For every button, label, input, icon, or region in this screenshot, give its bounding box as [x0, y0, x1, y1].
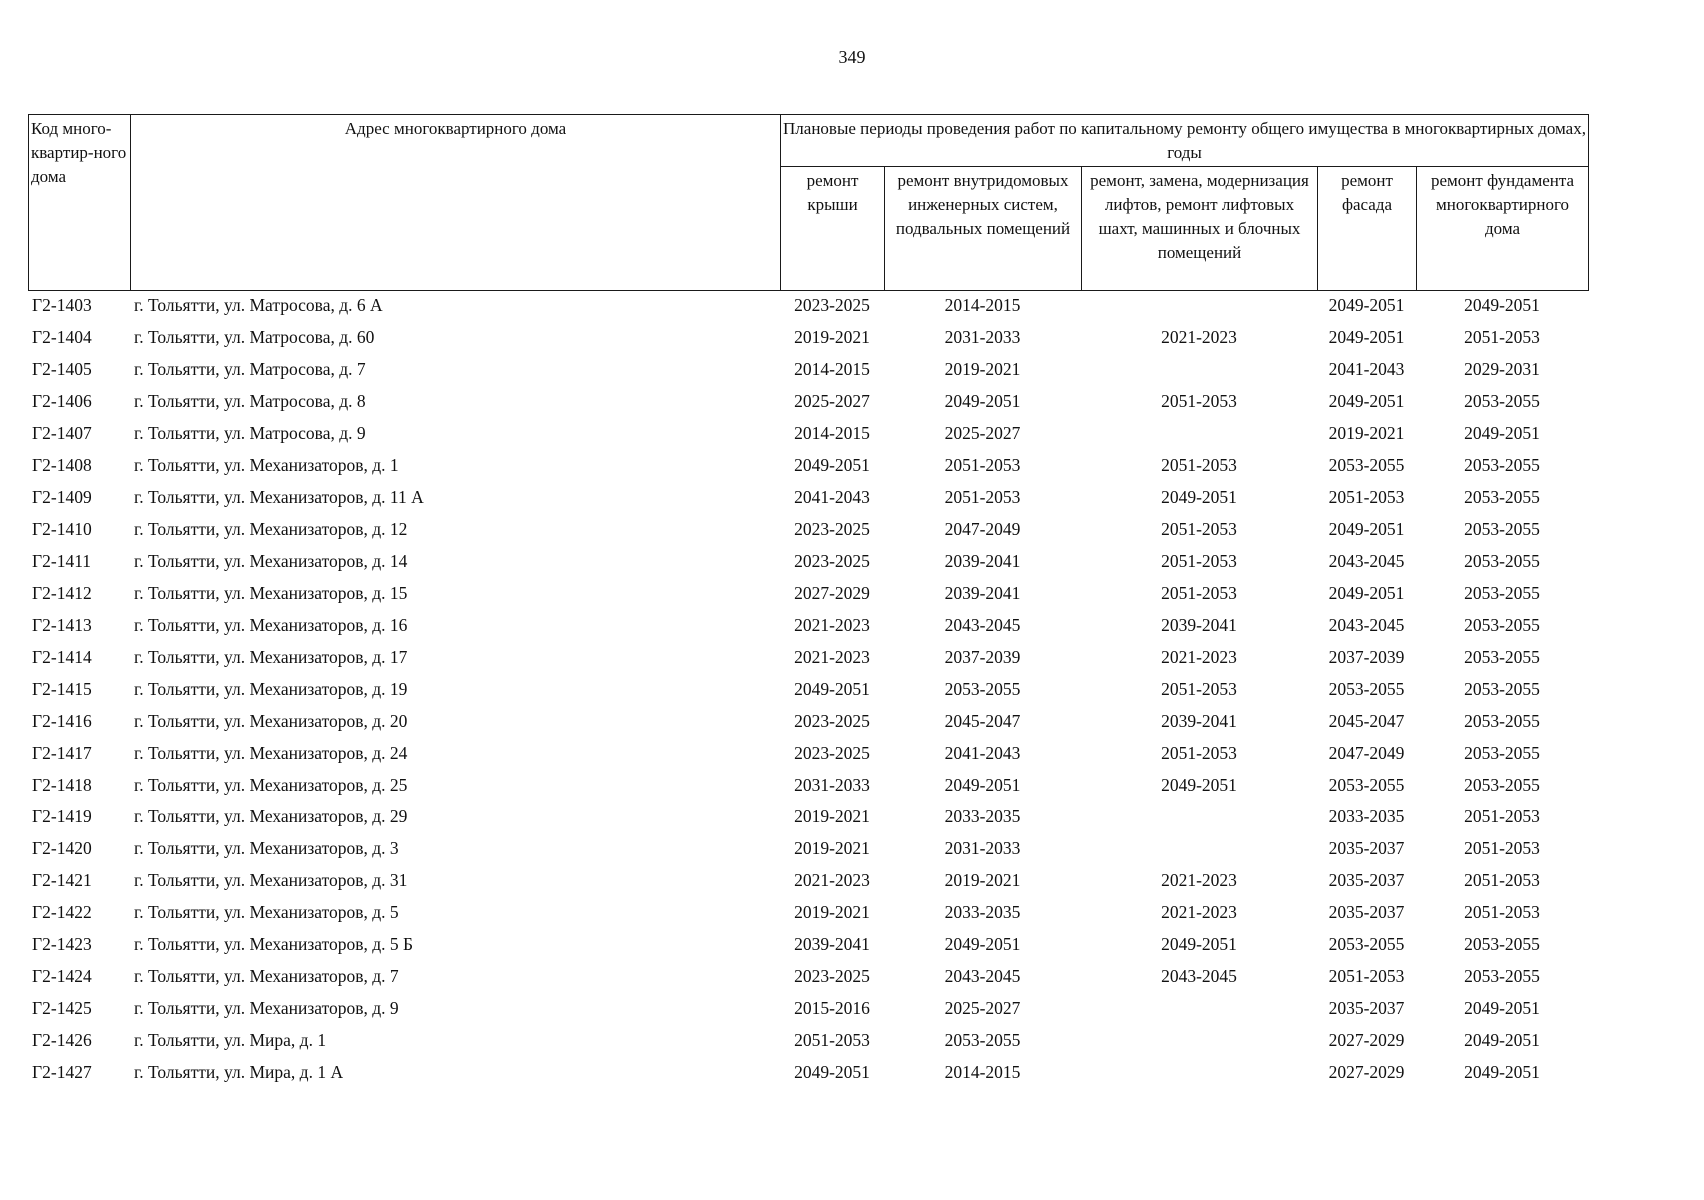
- row-roof: 2025-2027: [794, 391, 870, 412]
- row-roof: 2039-2041: [794, 934, 870, 955]
- row-address: г. Тольятти, ул. Механизаторов, д. 5 Б: [134, 934, 414, 955]
- table-row: [28, 993, 1588, 1025]
- header-facade: ремонт фасада: [1318, 167, 1417, 291]
- row-facade: 2033-2035: [1328, 806, 1405, 827]
- row-engineering: 2043-2045: [944, 966, 1021, 987]
- row-engineering: 2041-2043: [944, 742, 1021, 763]
- row-code: Г2-1408: [32, 455, 92, 476]
- row-facade: 2019-2021: [1328, 423, 1405, 444]
- row-lifts: 2051-2053: [1161, 455, 1237, 476]
- row-facade: 2053-2055: [1328, 934, 1405, 955]
- row-code: Г2-1421: [32, 870, 92, 891]
- row-roof: 2019-2021: [794, 902, 870, 923]
- table-body: [28, 290, 1588, 1088]
- row-code: Г2-1411: [32, 550, 92, 571]
- row-code: Г2-1415: [32, 678, 92, 699]
- row-roof: 2023-2025: [794, 550, 870, 571]
- row-code: Г2-1412: [32, 582, 92, 603]
- row-address: г. Тольятти, ул. Механизаторов, д. 17: [134, 646, 408, 667]
- row-address: г. Тольятти, ул. Матросова, д. 8: [134, 391, 366, 412]
- row-engineering: 2047-2049: [944, 519, 1021, 540]
- table-row: [28, 514, 1588, 546]
- row-code: Г2-1426: [32, 1030, 92, 1051]
- table-row: [28, 641, 1588, 673]
- row-facade: 2049-2051: [1328, 519, 1405, 540]
- header-periods: Плановые периоды проведения работ по капитальному ремонту общего имущества в многоквартирных домах, годы: [781, 115, 1589, 167]
- row-foundation: 2053-2055: [1464, 742, 1540, 763]
- table-row: [28, 1025, 1588, 1057]
- row-foundation: 2053-2055: [1464, 774, 1540, 795]
- row-engineering: 2014-2015: [944, 295, 1021, 316]
- row-foundation: 2051-2053: [1464, 327, 1540, 348]
- row-engineering: 2019-2021: [944, 870, 1021, 891]
- row-engineering: 2014-2015: [944, 1061, 1021, 1082]
- row-foundation: 2053-2055: [1464, 934, 1540, 955]
- row-foundation: 2049-2051: [1464, 295, 1540, 316]
- row-engineering: 2031-2033: [944, 327, 1021, 348]
- row-address: г. Тольятти, ул. Механизаторов, д. 7: [134, 966, 399, 987]
- row-code: Г2-1424: [32, 966, 92, 987]
- row-facade: 2035-2037: [1328, 870, 1405, 891]
- row-engineering: 2037-2039: [944, 646, 1021, 667]
- row-engineering: 2025-2027: [944, 998, 1021, 1019]
- row-lifts: 2039-2041: [1161, 614, 1237, 635]
- row-facade: 2051-2053: [1328, 966, 1405, 987]
- row-roof: 2021-2023: [794, 614, 870, 635]
- row-facade: 2043-2045: [1328, 550, 1405, 571]
- row-address: г. Тольятти, ул. Мира, д. 1 А: [134, 1061, 344, 1082]
- page-number: 349: [838, 47, 866, 67]
- row-facade: 2043-2045: [1328, 614, 1405, 635]
- row-lifts: 2051-2053: [1161, 742, 1237, 763]
- row-lifts: 2039-2041: [1161, 710, 1237, 731]
- row-lifts: 2049-2051: [1161, 487, 1237, 508]
- row-foundation: 2051-2053: [1464, 838, 1540, 859]
- row-engineering: 2043-2045: [944, 614, 1021, 635]
- table-row: [28, 386, 1588, 418]
- row-address: г. Тольятти, ул. Механизаторов, д. 9: [134, 998, 399, 1019]
- row-foundation: 2053-2055: [1464, 455, 1540, 476]
- row-code: Г2-1403: [32, 295, 92, 316]
- row-code: Г2-1418: [32, 774, 92, 795]
- row-code: Г2-1409: [32, 487, 92, 508]
- row-foundation: 2051-2053: [1464, 902, 1540, 923]
- row-foundation: 2051-2053: [1464, 870, 1540, 891]
- row-facade: 2049-2051: [1328, 295, 1405, 316]
- row-address: г. Тольятти, ул. Механизаторов, д. 15: [134, 582, 408, 603]
- row-address: г. Тольятти, ул. Механизаторов, д. 14: [134, 550, 408, 571]
- table-header: [28, 114, 1589, 291]
- row-roof: 2049-2051: [794, 455, 870, 476]
- row-address: г. Тольятти, ул. Механизаторов, д. 24: [134, 742, 408, 763]
- row-code: Г2-1425: [32, 998, 92, 1019]
- row-roof: 2023-2025: [794, 966, 870, 987]
- row-facade: 2035-2037: [1328, 998, 1405, 1019]
- header-code: Код много-квартир-ного дома: [29, 115, 131, 291]
- row-address: г. Тольятти, ул. Механизаторов, д. 31: [134, 870, 408, 891]
- row-facade: 2045-2047: [1328, 710, 1405, 731]
- row-lifts: 2051-2053: [1161, 582, 1237, 603]
- row-facade: 2051-2053: [1328, 487, 1405, 508]
- row-address: г. Тольятти, ул. Механизаторов, д. 20: [134, 710, 408, 731]
- table-row: [28, 705, 1588, 737]
- row-code: Г2-1416: [32, 710, 92, 731]
- table-row: [28, 546, 1588, 578]
- row-engineering: 2025-2027: [944, 423, 1021, 444]
- row-foundation: 2053-2055: [1464, 487, 1540, 508]
- row-foundation: 2049-2051: [1464, 998, 1540, 1019]
- header-lifts: ремонт, замена, модернизация лифтов, ремонт лифтовых шахт, машинных и блочных помещений: [1082, 167, 1318, 291]
- row-address: г. Тольятти, ул. Матросова, д. 60: [134, 327, 375, 348]
- row-lifts: 2021-2023: [1161, 870, 1237, 891]
- row-foundation: 2049-2051: [1464, 1061, 1540, 1082]
- row-lifts: 2051-2053: [1161, 519, 1237, 540]
- row-address: г. Тольятти, ул. Механизаторов, д. 29: [134, 806, 408, 827]
- table-row: [28, 673, 1588, 705]
- row-facade: 2035-2037: [1328, 838, 1405, 859]
- row-facade: 2049-2051: [1328, 391, 1405, 412]
- row-roof: 2051-2053: [794, 1030, 870, 1051]
- row-lifts: 2043-2045: [1161, 966, 1237, 987]
- row-roof: 2049-2051: [794, 1061, 870, 1082]
- row-foundation: 2053-2055: [1464, 966, 1540, 987]
- row-roof: 2027-2029: [794, 582, 870, 603]
- row-foundation: 2053-2055: [1464, 646, 1540, 667]
- header-engineering: ремонт внутридомовых инженерных систем, подвальных помещений: [885, 167, 1082, 291]
- table-row: [28, 897, 1588, 929]
- row-foundation: 2053-2055: [1464, 519, 1540, 540]
- row-roof: 2019-2021: [794, 806, 870, 827]
- row-code: Г2-1413: [32, 614, 92, 635]
- row-code: Г2-1414: [32, 646, 92, 667]
- row-foundation: 2049-2051: [1464, 1030, 1540, 1051]
- row-address: г. Тольятти, ул. Механизаторов, д. 3: [134, 838, 399, 859]
- row-engineering: 2039-2041: [944, 550, 1021, 571]
- table-row: [28, 482, 1588, 514]
- row-foundation: 2053-2055: [1464, 614, 1540, 635]
- table-row: [28, 737, 1588, 769]
- row-foundation: 2029-2031: [1464, 359, 1540, 380]
- row-facade: 2037-2039: [1328, 646, 1405, 667]
- table-row: [28, 609, 1588, 641]
- row-engineering: 2019-2021: [944, 359, 1021, 380]
- row-engineering: 2031-2033: [944, 838, 1021, 859]
- row-roof: 2041-2043: [794, 487, 870, 508]
- row-engineering: 2033-2035: [944, 902, 1021, 923]
- row-facade: 2053-2055: [1328, 678, 1405, 699]
- row-code: Г2-1419: [32, 806, 92, 827]
- table-row: [28, 418, 1588, 450]
- row-address: г. Тольятти, ул. Матросова, д. 7: [134, 359, 366, 380]
- row-engineering: 2051-2053: [944, 455, 1021, 476]
- row-roof: 2023-2025: [794, 519, 870, 540]
- row-facade: 2027-2029: [1328, 1061, 1405, 1082]
- row-foundation: 2053-2055: [1464, 710, 1540, 731]
- row-address: г. Тольятти, ул. Мира, д. 1: [134, 1030, 327, 1051]
- row-foundation: 2053-2055: [1464, 582, 1540, 603]
- row-engineering: 2049-2051: [944, 391, 1021, 412]
- row-lifts: 2021-2023: [1161, 902, 1237, 923]
- row-lifts: 2021-2023: [1161, 327, 1237, 348]
- row-address: г. Тольятти, ул. Механизаторов, д. 25: [134, 774, 408, 795]
- row-code: Г2-1404: [32, 327, 92, 348]
- row-roof: 2019-2021: [794, 838, 870, 859]
- row-roof: 2023-2025: [794, 295, 870, 316]
- row-lifts: 2051-2053: [1161, 678, 1237, 699]
- row-lifts: 2051-2053: [1161, 550, 1237, 571]
- row-code: Г2-1427: [32, 1061, 92, 1082]
- row-address: г. Тольятти, ул. Механизаторов, д. 5: [134, 902, 399, 923]
- table-row: [28, 322, 1588, 354]
- row-code: Г2-1417: [32, 742, 92, 763]
- row-lifts: 2049-2051: [1161, 774, 1237, 795]
- table-row: [28, 769, 1588, 801]
- row-roof: 2015-2016: [794, 998, 870, 1019]
- table-row: [28, 801, 1588, 833]
- row-engineering: 2045-2047: [944, 710, 1021, 731]
- row-address: г. Тольятти, ул. Матросова, д. 9: [134, 423, 366, 444]
- row-engineering: 2039-2041: [944, 582, 1021, 603]
- row-address: г. Тольятти, ул. Механизаторов, д. 11 А: [134, 487, 424, 508]
- row-lifts: 2021-2023: [1161, 646, 1237, 667]
- table-row: [28, 961, 1588, 993]
- row-code: Г2-1405: [32, 359, 92, 380]
- row-engineering: 2049-2051: [944, 774, 1021, 795]
- row-lifts: 2049-2051: [1161, 934, 1237, 955]
- row-roof: 2014-2015: [794, 423, 870, 444]
- table-row: [28, 450, 1588, 482]
- row-foundation: 2053-2055: [1464, 550, 1540, 571]
- row-address: г. Тольятти, ул. Механизаторов, д. 16: [134, 614, 408, 635]
- header-roof: ремонт крыши: [781, 167, 885, 291]
- row-foundation: 2053-2055: [1464, 391, 1540, 412]
- table-row: [28, 354, 1588, 386]
- row-facade: 2049-2051: [1328, 327, 1405, 348]
- row-code: Г2-1423: [32, 934, 92, 955]
- table-row: [28, 577, 1588, 609]
- row-facade: 2027-2029: [1328, 1030, 1405, 1051]
- row-engineering: 2033-2035: [944, 806, 1021, 827]
- row-address: г. Тольятти, ул. Матросова, д. 6 А: [134, 295, 383, 316]
- table-row: [28, 290, 1588, 322]
- table-row: [28, 929, 1588, 961]
- row-lifts: 2051-2053: [1161, 391, 1237, 412]
- row-facade: 2041-2043: [1328, 359, 1405, 380]
- row-roof: 2021-2023: [794, 870, 870, 891]
- table-row: [28, 833, 1588, 865]
- row-roof: 2019-2021: [794, 327, 870, 348]
- row-foundation: 2049-2051: [1464, 423, 1540, 444]
- header-foundation: ремонт фундамента многоквартирного дома: [1417, 167, 1589, 291]
- table-row: [28, 1057, 1588, 1089]
- row-roof: 2031-2033: [794, 774, 870, 795]
- row-facade: 2053-2055: [1328, 774, 1405, 795]
- row-code: Г2-1422: [32, 902, 92, 923]
- row-code: Г2-1406: [32, 391, 92, 412]
- row-code: Г2-1420: [32, 838, 92, 859]
- table-row: [28, 865, 1588, 897]
- row-engineering: 2051-2053: [944, 487, 1021, 508]
- row-foundation: 2053-2055: [1464, 678, 1540, 699]
- row-engineering: 2049-2051: [944, 934, 1021, 955]
- row-code: Г2-1410: [32, 519, 92, 540]
- row-engineering: 2053-2055: [944, 678, 1021, 699]
- row-address: г. Тольятти, ул. Механизаторов, д. 12: [134, 519, 408, 540]
- row-foundation: 2051-2053: [1464, 806, 1540, 827]
- row-roof: 2049-2051: [794, 678, 870, 699]
- row-address: г. Тольятти, ул. Механизаторов, д. 1: [134, 455, 399, 476]
- row-facade: 2047-2049: [1328, 742, 1405, 763]
- row-code: Г2-1407: [32, 423, 92, 444]
- row-address: г. Тольятти, ул. Механизаторов, д. 19: [134, 678, 408, 699]
- row-engineering: 2053-2055: [944, 1030, 1021, 1051]
- row-roof: 2014-2015: [794, 359, 870, 380]
- row-facade: 2049-2051: [1328, 582, 1405, 603]
- row-facade: 2053-2055: [1328, 455, 1405, 476]
- row-roof: 2021-2023: [794, 646, 870, 667]
- row-roof: 2023-2025: [794, 742, 870, 763]
- row-roof: 2023-2025: [794, 710, 870, 731]
- row-facade: 2035-2037: [1328, 902, 1405, 923]
- header-address: Адрес многоквартирного дома: [131, 115, 781, 291]
